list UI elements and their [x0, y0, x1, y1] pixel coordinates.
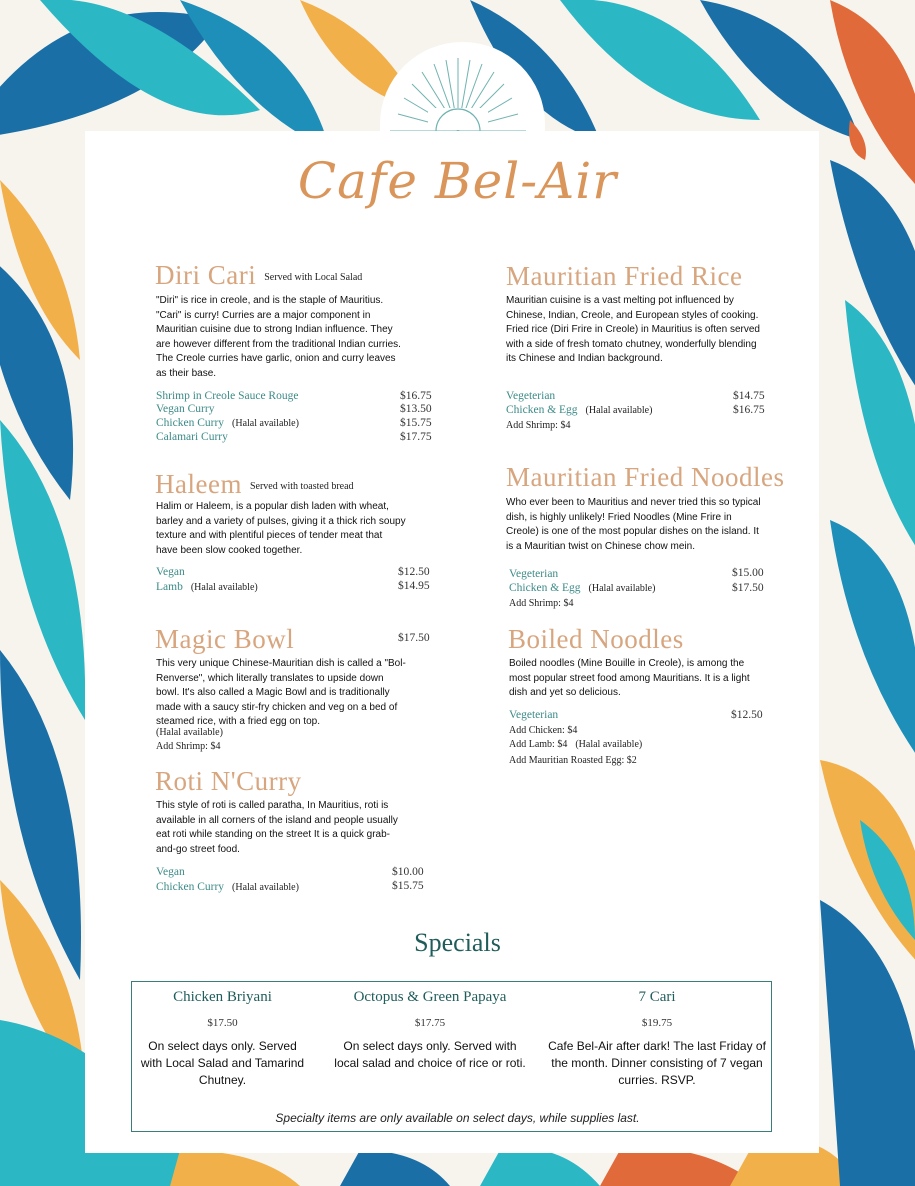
add-on: Add Shrimp: $4 [156, 741, 221, 752]
menu-item-price: $15.00 [732, 567, 764, 579]
special-price: $19.75 [641, 1017, 673, 1029]
menu-item-name: Vegeterian [509, 568, 559, 580]
menu-item-name: Vegan [156, 566, 185, 578]
magic-bowl-description: This very unique Chinese-Mauritian dish is called a "Bol-Renverse", which literally translates to upside down bowl. It's also called a Magic Bowl and is traditionally made with a saucy stir-fry chicken and veg on a bed of steamed rice, with a fried egg on top. [156, 658, 406, 728]
menu-item-name: Calamari Curry [156, 431, 228, 443]
boiled-noodles-description: Boiled noodles (Mine Bouille in Creole), is among the most popular street food among Mauritians. It is a light dish and yet so delicious. [509, 658, 750, 699]
menu-item-name: Chicken & Egg (Halal available) [506, 404, 653, 416]
magic-bowl-price: $17.50 [398, 632, 430, 644]
special-description: On select days only. Served with Local Salad and Tamarind Chutney. [140, 1039, 305, 1087]
diri-cari-heading: Diri Cari Served with Local Salad [155, 260, 363, 290]
menu-item-price: $16.75 [400, 390, 432, 402]
add-on: Add Shrimp: $4 [509, 598, 574, 609]
halal-note: (Halal available) [156, 727, 223, 738]
roti-description: This style of roti is called paratha, In Mauritius, roti is available in all corners of the island and people usually eat roti while standing on the street It is a quick grab-and-go street food. [156, 800, 398, 855]
menu-item-price: $15.75 [400, 417, 432, 429]
magic-bowl-heading: Magic Bowl [155, 624, 295, 654]
special-name: Octopus & Green Papaya [353, 989, 507, 1005]
menu-item-name: Vegan Curry [156, 403, 215, 415]
add-on: Add Lamb: $4 (Halal available) [509, 739, 643, 750]
add-on: Add Mauritian Roasted Egg: $2 [509, 755, 637, 766]
fried-rice-heading: Mauritian Fried Rice [506, 261, 743, 291]
menu-item-price: $14.75 [733, 390, 765, 402]
menu-item-name: Shrimp in Creole Sauce Rouge [156, 390, 299, 402]
special-name: 7 Cari [638, 989, 676, 1005]
menu-item-price: $16.75 [733, 404, 765, 416]
menu-item-name: Chicken Curry (Halal available) [156, 881, 299, 893]
special-price: $17.50 [207, 1017, 238, 1029]
boiled-noodles-heading: Boiled Noodles [508, 624, 684, 654]
special-description: Cafe Bel-Air after dark! The last Friday of the month. Dinner consisting of 7 vegan curries. RSVP. [548, 1039, 766, 1087]
haleem-description: Halim or Haleem, is a popular dish laden with wheat, barley and a variety of pulses, giving it a thick rich soupy texture and with plentiful pieces of tender meat that have been slow cooked together. [156, 501, 406, 556]
cafe-title: Cafe Bel-Air [297, 152, 618, 210]
roti-heading: Roti N'Curry [155, 766, 302, 796]
menu-item-price: $14.95 [398, 580, 430, 592]
special-description: On select days only. Served with local salad and choice of rice or roti. [334, 1039, 526, 1070]
haleem-heading: Haleem Served with toasted bread [155, 469, 354, 499]
diri-cari-description: "Diri" is rice in creole, and is the staple of Mauritius. "Cari" is curry! Curries are a major component in Mauritian cuisine due to strong Indian influence. They are however different from the traditional Indian curries. The Creole curries have garlic, onion and curry leaves as their base. [156, 295, 401, 379]
special-price: $17.75 [414, 1017, 446, 1029]
menu-item-price: $15.75 [392, 880, 424, 892]
fried-rice-description: Mauritian cuisine is a vast melting pot influenced by Chinese, Indian, Creole, and European styles of cooking. Fried rice (Diri Frire in Creole) in Mauritius is often served with a side of fresh tomato chutney, wonderfully blending its Chinese and Indian background. [506, 295, 760, 365]
special-name: Chicken Briyani [173, 989, 272, 1005]
menu-item-price: $17.75 [400, 431, 432, 443]
add-on: Add Chicken: $4 [509, 725, 578, 736]
add-on: Add Shrimp: $4 [506, 420, 571, 431]
special-item [330, 989, 530, 1072]
sunburst-icon [388, 52, 528, 137]
specials-title: Specials [414, 928, 501, 957]
menu-item-name: Vegeterian [509, 709, 559, 721]
menu-item-name: Chicken & Egg (Halal available) [509, 582, 656, 594]
menu-item-price: $12.50 [398, 566, 430, 578]
menu-item-price: $12.50 [731, 709, 763, 721]
menu-item-price: $13.50 [400, 403, 432, 415]
menu-item-name: Vegan [156, 866, 185, 878]
special-item [548, 989, 766, 1089]
special-item [140, 989, 305, 1089]
menu-item-name: Lamb (Halal available) [156, 581, 258, 593]
specials-footnote: Specialty items are only available on select days, while supplies last. [275, 1111, 640, 1125]
menu-item-name: Chicken Curry (Halal available) [156, 417, 299, 429]
fried-noodles-description: Who ever been to Mauritius and never tried this so typical dish, is highly unlikely! Fried Noodles (Mine Frire in Creole) is one of the most popular dishes on the island. It is a Mauritian twist on Chinese chow mein. [506, 497, 761, 552]
menu-item-price: $17.50 [732, 582, 764, 594]
menu-item-price: $10.00 [392, 866, 424, 878]
menu-item-name: Vegeterian [506, 390, 556, 402]
fried-noodles-heading: Mauritian Fried Noodles [506, 462, 785, 492]
